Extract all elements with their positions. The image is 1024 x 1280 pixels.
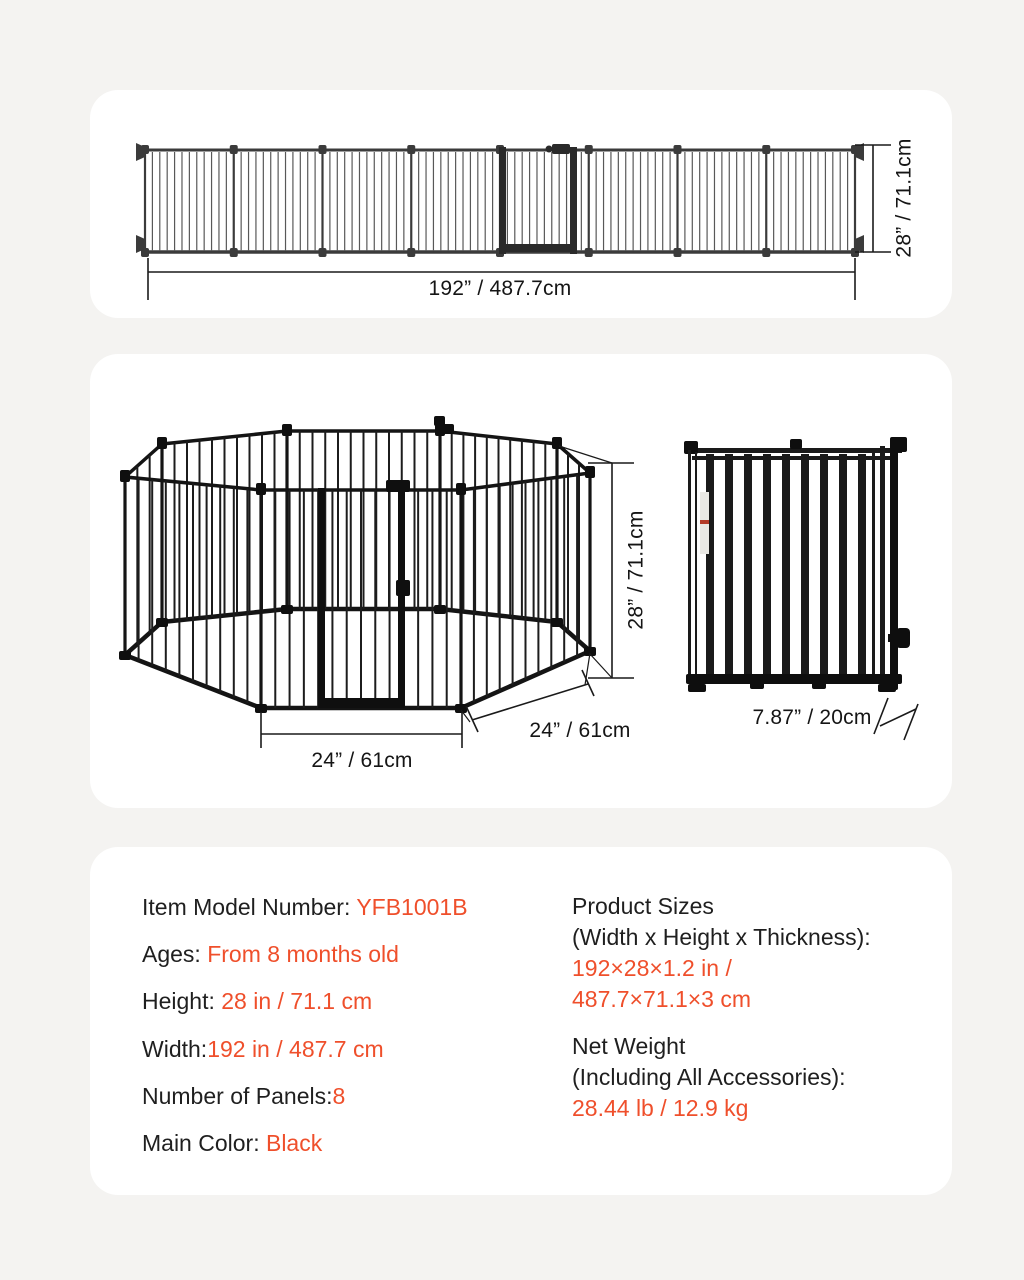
folded-panels-photo [684, 437, 910, 692]
dimension-fence-height [855, 145, 891, 252]
dimension-label-total-width: 192” / 487.7cm [428, 277, 572, 300]
spec-value: 192 in / 487.7 cm [207, 1036, 384, 1062]
spec-value: YFB1001B [356, 894, 468, 920]
spec-net-weight [572, 1031, 846, 1124]
dimension-label-folded-thickness: 7.87” / 20cm [752, 706, 872, 729]
dimension-folded-thickness [874, 698, 918, 740]
spec-value-line: 487.7×71.1×3 cm [572, 986, 752, 1012]
dimension-label-playpen-height: 28” / 71.1cm [624, 510, 648, 630]
fence-line-drawing [136, 143, 864, 257]
spec-heading-line: (Including All Accessories): [572, 1064, 846, 1090]
fence-diagram-svg [90, 90, 952, 318]
spec-heading-line: (Width x Height x Thickness): [572, 924, 871, 950]
spec-value: Black [265, 1130, 323, 1156]
playpen-photos-svg [90, 354, 952, 808]
spec-label: Ages: [142, 941, 208, 967]
spec-label: Item Model Number: [142, 894, 357, 920]
spec-product-sizes [572, 891, 871, 1015]
spec-width [142, 1034, 384, 1064]
spec-label: Height: [142, 988, 222, 1014]
card-fence-diagram [90, 90, 952, 318]
spec-height [142, 986, 372, 1016]
spec-label: Number of Panels: [142, 1083, 333, 1109]
card-product-photos [90, 354, 952, 808]
dimension-label-front-panel-width: 24” / 61cm [311, 749, 413, 772]
spec-value-line: 28.44 lb / 12.9 kg [572, 1095, 749, 1121]
spec-label: Width: [142, 1036, 208, 1062]
dimension-front-panel-width [261, 712, 462, 748]
spec-value: 28 in / 71.1 cm [221, 988, 373, 1014]
spec-main-color [142, 1128, 322, 1158]
spec-label: Main Color: [142, 1130, 266, 1156]
dimension-playpen-height [559, 446, 634, 678]
spec-value: From 8 months old [207, 941, 399, 967]
dimension-label-fence-height: 28” / 71.1cm [892, 138, 916, 258]
spec-heading-line: Net Weight [572, 1033, 686, 1059]
octagon-playpen-photo [119, 416, 596, 713]
spec-value-line: 192×28×1.2 in / [572, 955, 732, 981]
spec-ages [142, 939, 399, 969]
card-specifications [90, 847, 952, 1195]
spec-number-of-panels [142, 1081, 345, 1111]
spec-heading-line: Product Sizes [572, 893, 714, 919]
dimension-label-side-panel-width: 24” / 61cm [529, 719, 631, 742]
spec-value: 8 [332, 1083, 346, 1109]
spec-model-number [142, 892, 468, 922]
